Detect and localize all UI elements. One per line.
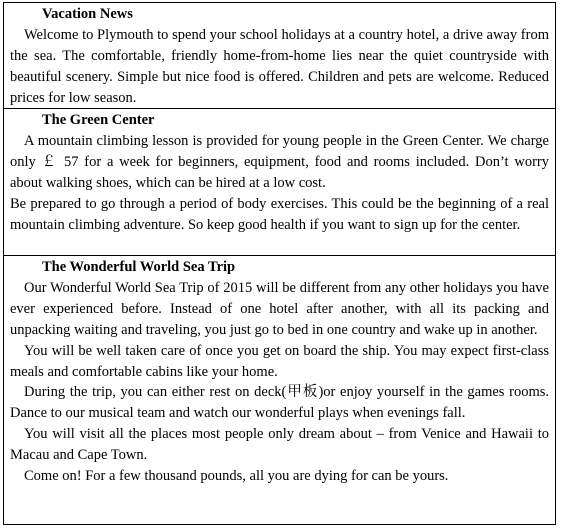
paragraph: You will visit all the places most people only dream about – from Venice and Hawaii to Macau and Cape Town. [10,426,549,464]
paragraph: Welcome to Plymouth to spend your school holidays at a country hotel, a drive away from the sea. The comfortable, friendly home-from-home lies near the quiet countryside with beautiful scenery. Simple but nice food is offered. Children and pets are welcome. Reduced prices for low season. [10,26,549,106]
ad-table [3,2,556,525]
section-title: The Green Center [42,112,155,128]
paragraph: Come on! For a few thousand pounds, all you are dying for can be yours. [24,468,449,485]
section-title: Vacation News [42,6,133,22]
section-vacation-news [4,3,555,108]
section-sea-trip [4,255,555,487]
paragraph: Be prepared to go through a period of body exercises. This could be the beginning of a real mountain climbing adventure. So keep good health if you want to sign up for the center. [10,195,549,233]
section-title: The Wonderful World Sea Trip [42,259,236,275]
paragraph: You will be well taken care of once you get on board the ship. You may expect first-class meals and comfortable cabins like your home. [10,342,549,380]
section-green-center [4,108,555,255]
paragraph: Our Wonderful World Sea Trip of 2015 will be different from any other holidays you have ever experienced before. Instead of one hotel after another, with all its packing and unpacking waiting and traveling, you just go to bed in one country and wake up in another. [10,279,549,338]
paragraph: During the trip, you can either rest on deck(甲板)or enjoy yourself in the games rooms. Dance to our musical team and watch our wonderful plays when evenings fall. [10,384,549,422]
paragraph: A mountain climbing lesson is provided for young people in the Green Center. We charge only ￡ 57 for a week for beginners, equipment, food and rooms included. Don’t worry about walking shoes, which can be hired at a low cost. [10,132,549,191]
